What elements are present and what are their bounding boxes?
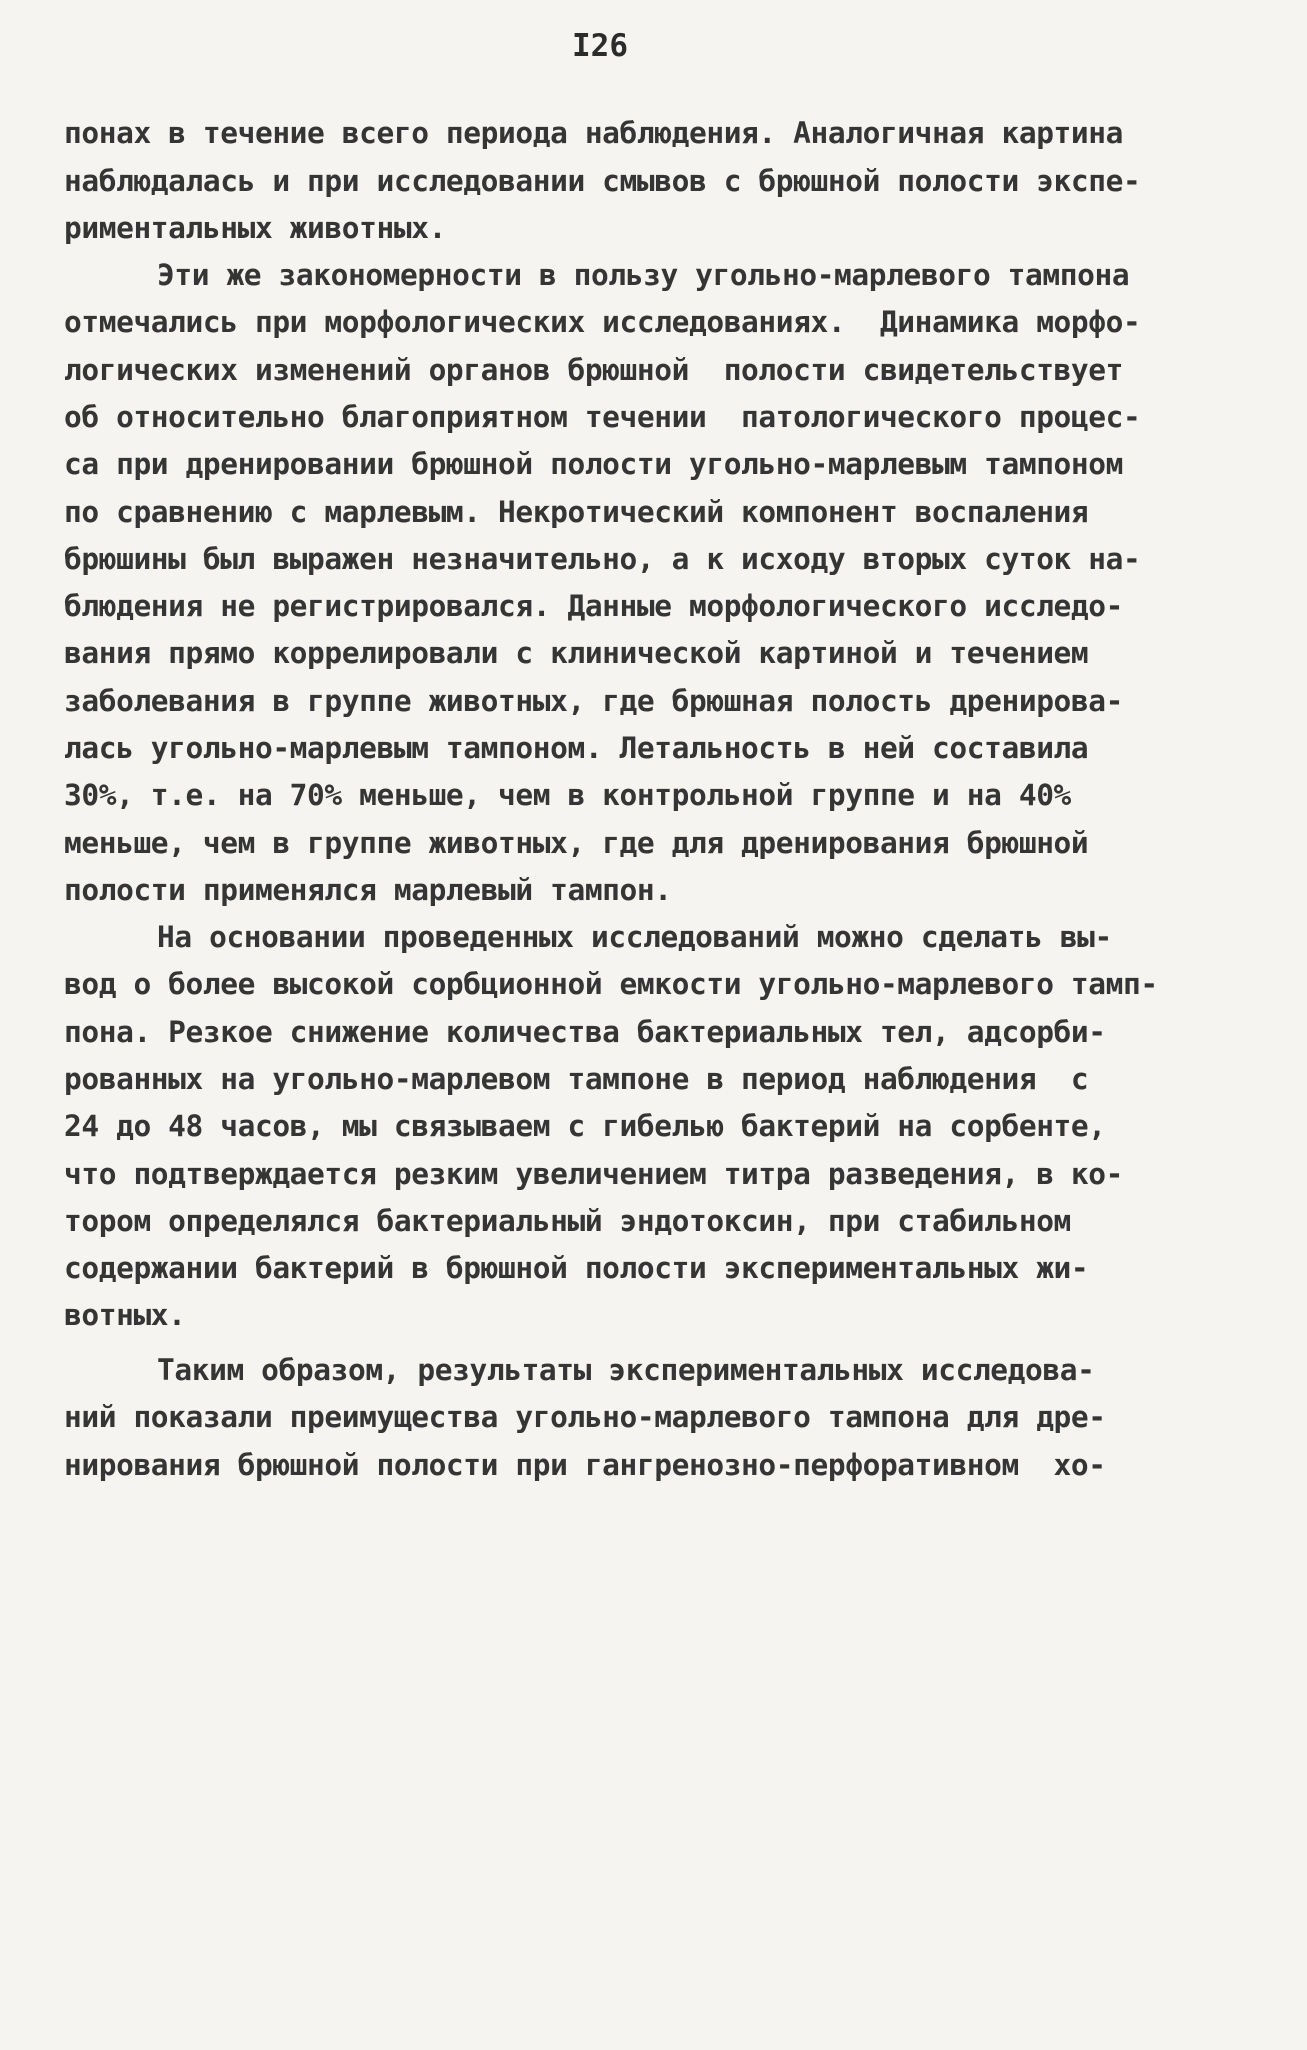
text-line: нирования брюшной полости при гангренозно-перфоративном хо- (64, 1448, 1106, 1482)
text-line: об относительно благоприятном течении патологического процес- (64, 400, 1141, 434)
text-line: заболевания в группе животных, где брюшная полость дренирова- (64, 684, 1123, 718)
text-line: меньше, чем в группе животных, где для дренирования брюшной (64, 826, 1089, 860)
page-number: I26 (572, 28, 628, 64)
text-line: вания прямо коррелировали с клинической картиной и течением (64, 636, 1089, 670)
text-line: полости применялся марлевый тампон. (64, 873, 672, 907)
text-line: са при дренировании брюшной полости угольно-марлевым тампоном (64, 447, 1123, 481)
text-line: вотных. (64, 1298, 186, 1332)
paragraph-first-line: На основании проведенных исследований можно сделать вы- (157, 920, 1112, 954)
paragraph-first-line: Таким образом, результаты экспериментальных исследова- (157, 1353, 1095, 1387)
text-line: содержании бактерий в брюшной полости экспериментальных жи- (64, 1251, 1089, 1285)
text-line: риментальных животных. (64, 211, 446, 245)
text-line: по сравнению с марлевым. Некротический компонент воспаления (64, 495, 1089, 529)
text-line: 24 до 48 часов, мы связываем с гибелью бактерий на сорбенте, (64, 1109, 1106, 1143)
paragraph-first-line: Эти же закономерности в пользу угольно-марлевого тампона (157, 258, 1130, 292)
text-line: лась угольно-марлевым тампоном. Летальность в ней составила (64, 731, 1089, 765)
text-line: отмечались при морфологических исследованиях. Динамика морфо- (64, 305, 1141, 339)
text-line: вод о более высокой сорбционной емкости угольно-марлевого тамп- (64, 967, 1158, 1001)
text-line: пона. Резкое снижение количества бактериальных тел, адсорби- (64, 1015, 1106, 1049)
text-line: ний показали преимущества угольно-марлевого тампона для дре- (64, 1400, 1106, 1434)
text-line: что подтверждается резким увеличением титра разведения, в ко- (64, 1157, 1123, 1191)
text-line: логических изменений органов брюшной полости свидетельствует (64, 353, 1123, 387)
text-line: блюдения не регистрировался. Данные морфологического исследо- (64, 589, 1123, 623)
text-line: рованных на угольно-марлевом тампоне в период наблюдения с (64, 1062, 1089, 1096)
text-line: брюшины был выражен незначительно, а к исходу вторых суток на- (64, 542, 1141, 576)
text-line: 30%, т.е. на 70% меньше, чем в контрольной группе и на 40% (64, 778, 1071, 812)
text-line: тором определялся бактериальный эндотоксин, при стабильном (64, 1204, 1071, 1238)
text-line: наблюдалась и при исследовании смывов с брюшной полости экспе- (64, 164, 1141, 198)
text-line: понах в течение всего периода наблюдения. Аналогичная картина (64, 116, 1123, 150)
